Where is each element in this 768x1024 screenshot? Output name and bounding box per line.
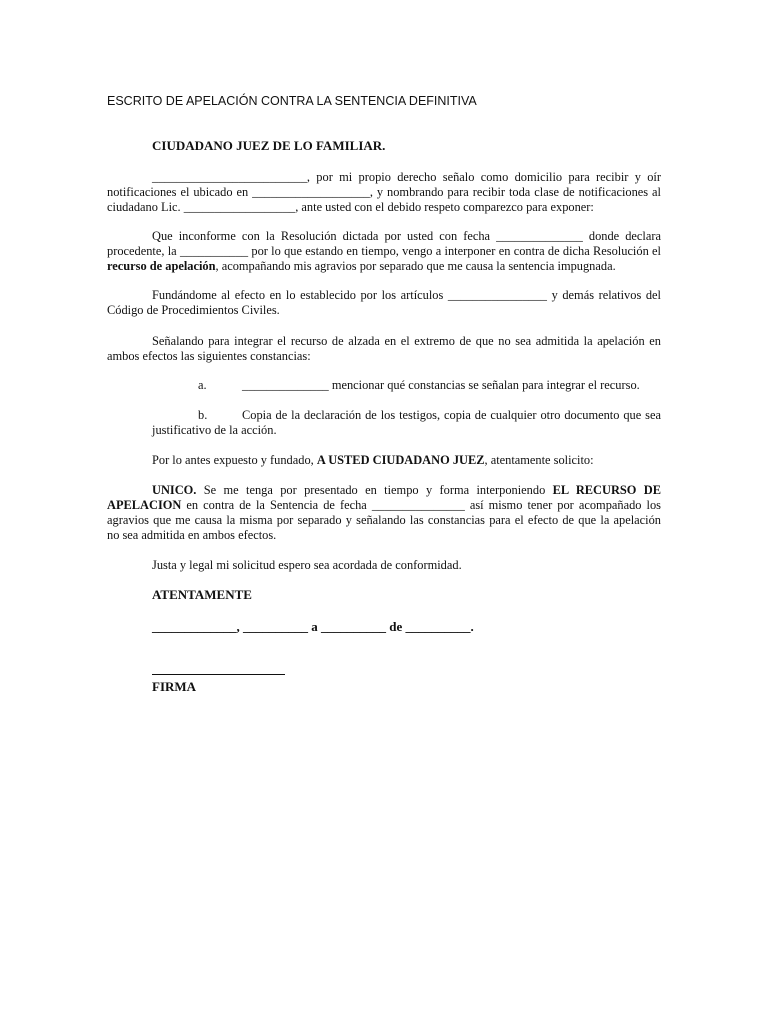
signature-label: FIRMA	[152, 679, 197, 694]
bold-text: APELACION	[107, 498, 182, 512]
paragraph-text: Señalando para integrar el recurso de alzada en el extremo de que no sea admitida la apelación en	[152, 334, 661, 348]
date-line: _____________, __________ a __________ de __________.	[152, 619, 474, 634]
paragraph-line: justificativo de la acción.	[152, 423, 277, 437]
paragraph-text: Por lo antes expuesto y fundado,	[152, 453, 317, 467]
document-title: ESCRITO DE APELACIÓN CONTRA LA SENTENCIA DEFINITIVA	[107, 94, 477, 108]
list-item-a	[198, 378, 640, 393]
list-item-text: Copia de la declaración de los testigos, copia de cualquier otro documento que sea	[242, 408, 661, 422]
paragraph-text: Se me tenga por presentado en tiempo y forma interponiendo	[196, 483, 553, 497]
paragraph-line: ambos efectos las siguientes constancias:	[107, 349, 311, 363]
paragraph-text: Que inconforme con la Resolución dictada por usted con fecha ______________ donde declara	[152, 229, 661, 243]
paragraph-text: en contra de la Sentencia de fecha _______________ así mismo tener por acompañado los	[181, 498, 661, 512]
paragraph-line: Código de Procedimientos Civiles.	[107, 303, 280, 317]
paragraph-text: , acompañando mis agravios por separado que me causa la sentencia impugnada.	[215, 259, 616, 273]
list-marker: b.	[198, 408, 208, 422]
paragraph-line	[107, 483, 661, 498]
bold-text: EL RECURSO DE	[552, 483, 661, 497]
paragraph-unico	[107, 483, 661, 543]
list-item-text: ______________ mencionar qué constancias se señalan para integrar el recurso.	[242, 378, 640, 392]
paragraph-text: , atentamente solicito:	[484, 453, 594, 467]
paragraph-line	[152, 408, 661, 423]
paragraph-line	[107, 259, 661, 274]
closing-heading: ATENTAMENTE	[152, 587, 252, 602]
paragraph-text: , por mi propio derecho señalo como domicilio para recibir y oír	[306, 170, 661, 184]
paragraph-line	[107, 334, 661, 349]
paragraph-line: procedente, la ___________ por lo que estando en tiempo, vengo a interponer en contra de dicha Resolución el	[107, 244, 661, 258]
paragraph-line: no sea admitida en ambos efectos.	[107, 528, 277, 542]
paragraph-closing-request	[107, 558, 661, 573]
paragraph-request	[107, 453, 661, 468]
blank-name-field: _________________________	[152, 170, 307, 184]
paragraph-line: ciudadano Lic. __________________, ante usted con el debido respeto comparezco para exponer:	[107, 200, 594, 214]
paragraph-line	[107, 498, 661, 513]
paragraph-line	[107, 288, 661, 303]
paragraph-line	[107, 453, 661, 468]
list-marker: a.	[198, 378, 207, 392]
signature-line	[152, 674, 285, 675]
paragraph-resolution	[107, 229, 661, 274]
paragraph-line: notificaciones el ubicado en ___________________, y nombrando para recibir toda clase de notificaciones al	[107, 185, 661, 199]
paragraph-line	[107, 558, 661, 573]
addressee-heading: CIUDADANO JUEZ DE LO FAMILIAR.	[152, 138, 386, 153]
paragraph-text: Justa y legal mi solicitud espero sea acordada de conformidad.	[152, 558, 462, 572]
list-item-b	[152, 408, 661, 438]
paragraph-articles	[107, 288, 661, 318]
bold-text: A USTED CIUDADANO JUEZ	[316, 453, 485, 467]
paragraph-line	[107, 170, 661, 185]
bold-text: recurso de apelación	[107, 259, 216, 273]
paragraph-text: Fundándome al efecto en lo establecido por los artículos ________________ y demás relativos del	[152, 288, 661, 302]
bold-text: UNICO.	[152, 483, 197, 497]
paragraph-constancias	[107, 334, 661, 364]
paragraph-line: agravios que me causa la misma por separado y señalando las constancias para el efecto de que la apelación	[107, 513, 661, 527]
paragraph-domicile	[107, 170, 661, 215]
paragraph-line	[107, 229, 661, 244]
